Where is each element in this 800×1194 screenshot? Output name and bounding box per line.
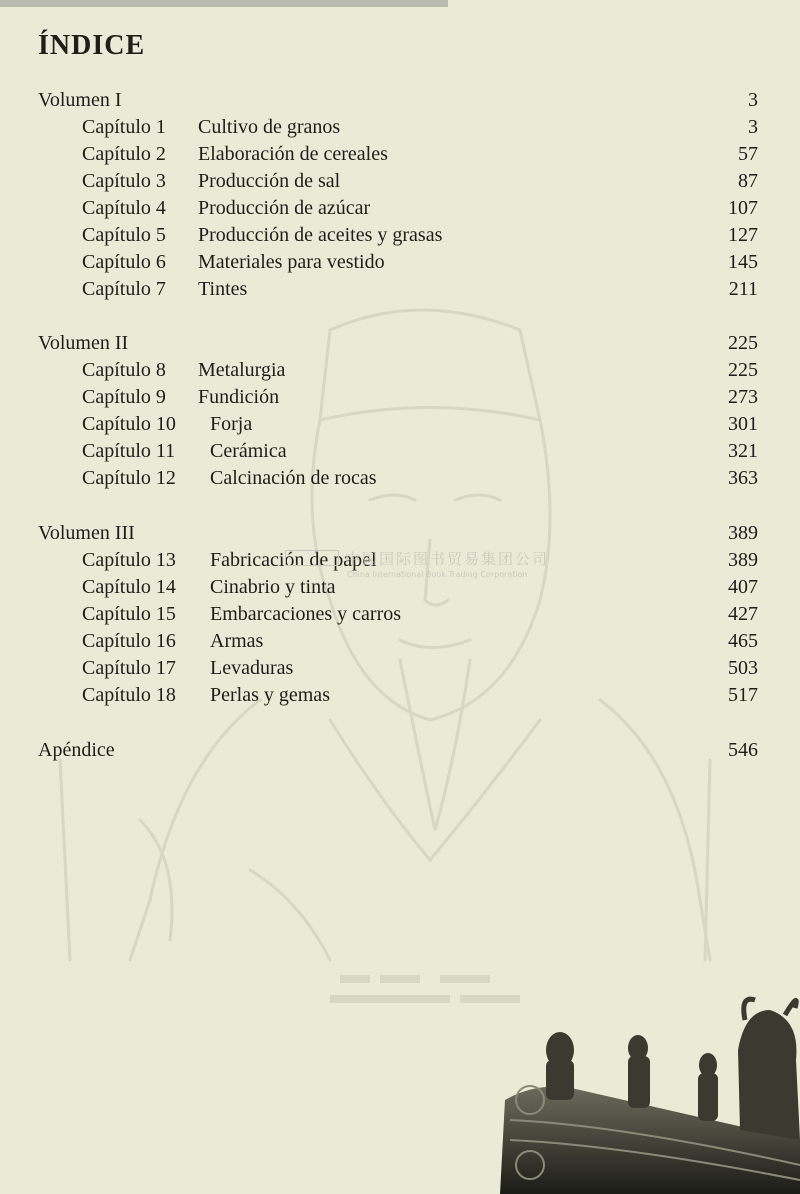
chapter-title: Materiales para vestido <box>198 251 385 273</box>
page-number: 427 <box>728 603 758 625</box>
page-number: 503 <box>728 657 758 679</box>
chapter-title: Cerámica <box>210 440 287 462</box>
chapter-number: Capítulo 4 <box>82 197 166 219</box>
toc-chapter-row <box>0 628 800 655</box>
toc-volume-row <box>0 520 800 547</box>
watermark-chinese-text: 中国国际图书贸易集团公司 <box>345 550 550 568</box>
page-number: 301 <box>728 413 758 435</box>
chapter-title: Cinabrio y tinta <box>210 576 336 598</box>
chapter-number: Capítulo 13 <box>82 549 176 571</box>
toc-chapter-row <box>0 168 800 195</box>
toc-chapter-row <box>0 655 800 682</box>
chapter-number: Capítulo 18 <box>82 684 176 706</box>
volume-label: Volumen III <box>38 522 135 544</box>
chapter-title: Perlas y gemas <box>210 684 330 706</box>
toc-chapter-row <box>0 357 800 384</box>
page-number: 546 <box>728 739 758 761</box>
chapter-number: Capítulo 1 <box>82 116 166 138</box>
chapter-number: Capítulo 12 <box>82 467 176 489</box>
toc-chapter-row <box>0 411 800 438</box>
page-number: 211 <box>728 278 758 300</box>
chapter-number: Capítulo 8 <box>82 359 166 381</box>
chapter-title: Embarcaciones y carros <box>210 603 402 625</box>
page-number: 3 <box>748 89 758 111</box>
chapter-title: Elaboración de cereales <box>198 143 388 165</box>
chapter-number: Capítulo 5 <box>82 224 166 246</box>
toc-chapter-row <box>0 438 800 465</box>
publisher-watermark <box>285 548 555 584</box>
publisher-logo-icon <box>285 550 339 566</box>
page-number: 273 <box>728 386 758 408</box>
chapter-number: Capítulo 11 <box>82 440 176 462</box>
chapter-number: Capítulo 14 <box>82 576 176 598</box>
page-number: 363 <box>728 467 758 489</box>
appendix-label: Apéndice <box>38 739 115 761</box>
chapter-number: Capítulo 15 <box>82 603 176 625</box>
toc-chapter-row <box>0 222 800 249</box>
page-number: 517 <box>728 684 758 706</box>
chapter-number: Capítulo 2 <box>82 143 166 165</box>
chapter-number: Capítulo 3 <box>82 170 166 192</box>
chapter-title: Producción de aceites y grasas <box>198 224 443 246</box>
page-number: 407 <box>728 576 758 598</box>
toc-chapter-row <box>0 601 800 628</box>
volume-label: Volumen I <box>38 89 122 111</box>
page-number: 465 <box>728 630 758 652</box>
chapter-number: Capítulo 10 <box>82 413 176 435</box>
chapter-number: Capítulo 16 <box>82 630 176 652</box>
chapter-title: Fabricación de papel <box>210 549 377 571</box>
toc-chapter-row <box>0 384 800 411</box>
chapter-title: Producción de sal <box>198 170 341 192</box>
chapter-title: Cultivo de granos <box>198 116 341 138</box>
chapter-number: Capítulo 7 <box>82 278 166 300</box>
chapter-title: Tintes <box>198 278 248 300</box>
toc-chapter-row <box>0 465 800 492</box>
page-title: ÍNDICE <box>38 30 146 61</box>
toc-volume-row <box>0 87 800 114</box>
toc-volume-row <box>0 330 800 357</box>
chapter-title: Producción de azúcar <box>198 197 371 219</box>
page-number: 225 <box>728 359 758 381</box>
page-number: 225 <box>728 332 758 354</box>
toc-chapter-row <box>0 141 800 168</box>
chapter-title: Calcinación de rocas <box>210 467 377 489</box>
chapter-title: Forja <box>210 413 253 435</box>
page-number: 145 <box>728 251 758 273</box>
chapter-title: Armas <box>210 630 264 652</box>
top-edge-bar <box>0 0 448 7</box>
page-number: 389 <box>728 522 758 544</box>
roof-ornament-photo <box>500 990 800 1194</box>
chapter-title: Levaduras <box>210 657 294 679</box>
chapter-number: Capítulo 9 <box>82 386 166 408</box>
page-number: 389 <box>728 549 758 571</box>
toc-chapter-row <box>0 276 800 303</box>
watermark-english-text: China International Book Trading Corporation <box>347 570 528 579</box>
chapter-number: Capítulo 6 <box>82 251 166 273</box>
page-number: 127 <box>728 224 758 246</box>
page-number: 87 <box>738 170 758 192</box>
chapter-title: Metalurgia <box>198 359 286 381</box>
page-number: 3 <box>748 116 758 138</box>
page-number: 57 <box>738 143 758 165</box>
page-number: 107 <box>728 197 758 219</box>
toc-chapter-row <box>0 682 800 709</box>
toc-chapter-row <box>0 249 800 276</box>
toc-chapter-row <box>0 195 800 222</box>
toc-appendix-row <box>0 737 800 764</box>
chapter-number: Capítulo 17 <box>82 657 176 679</box>
chapter-title: Fundición <box>198 386 280 408</box>
volume-label: Volumen II <box>38 332 129 354</box>
toc-chapter-row <box>0 114 800 141</box>
page-number: 321 <box>728 440 758 462</box>
